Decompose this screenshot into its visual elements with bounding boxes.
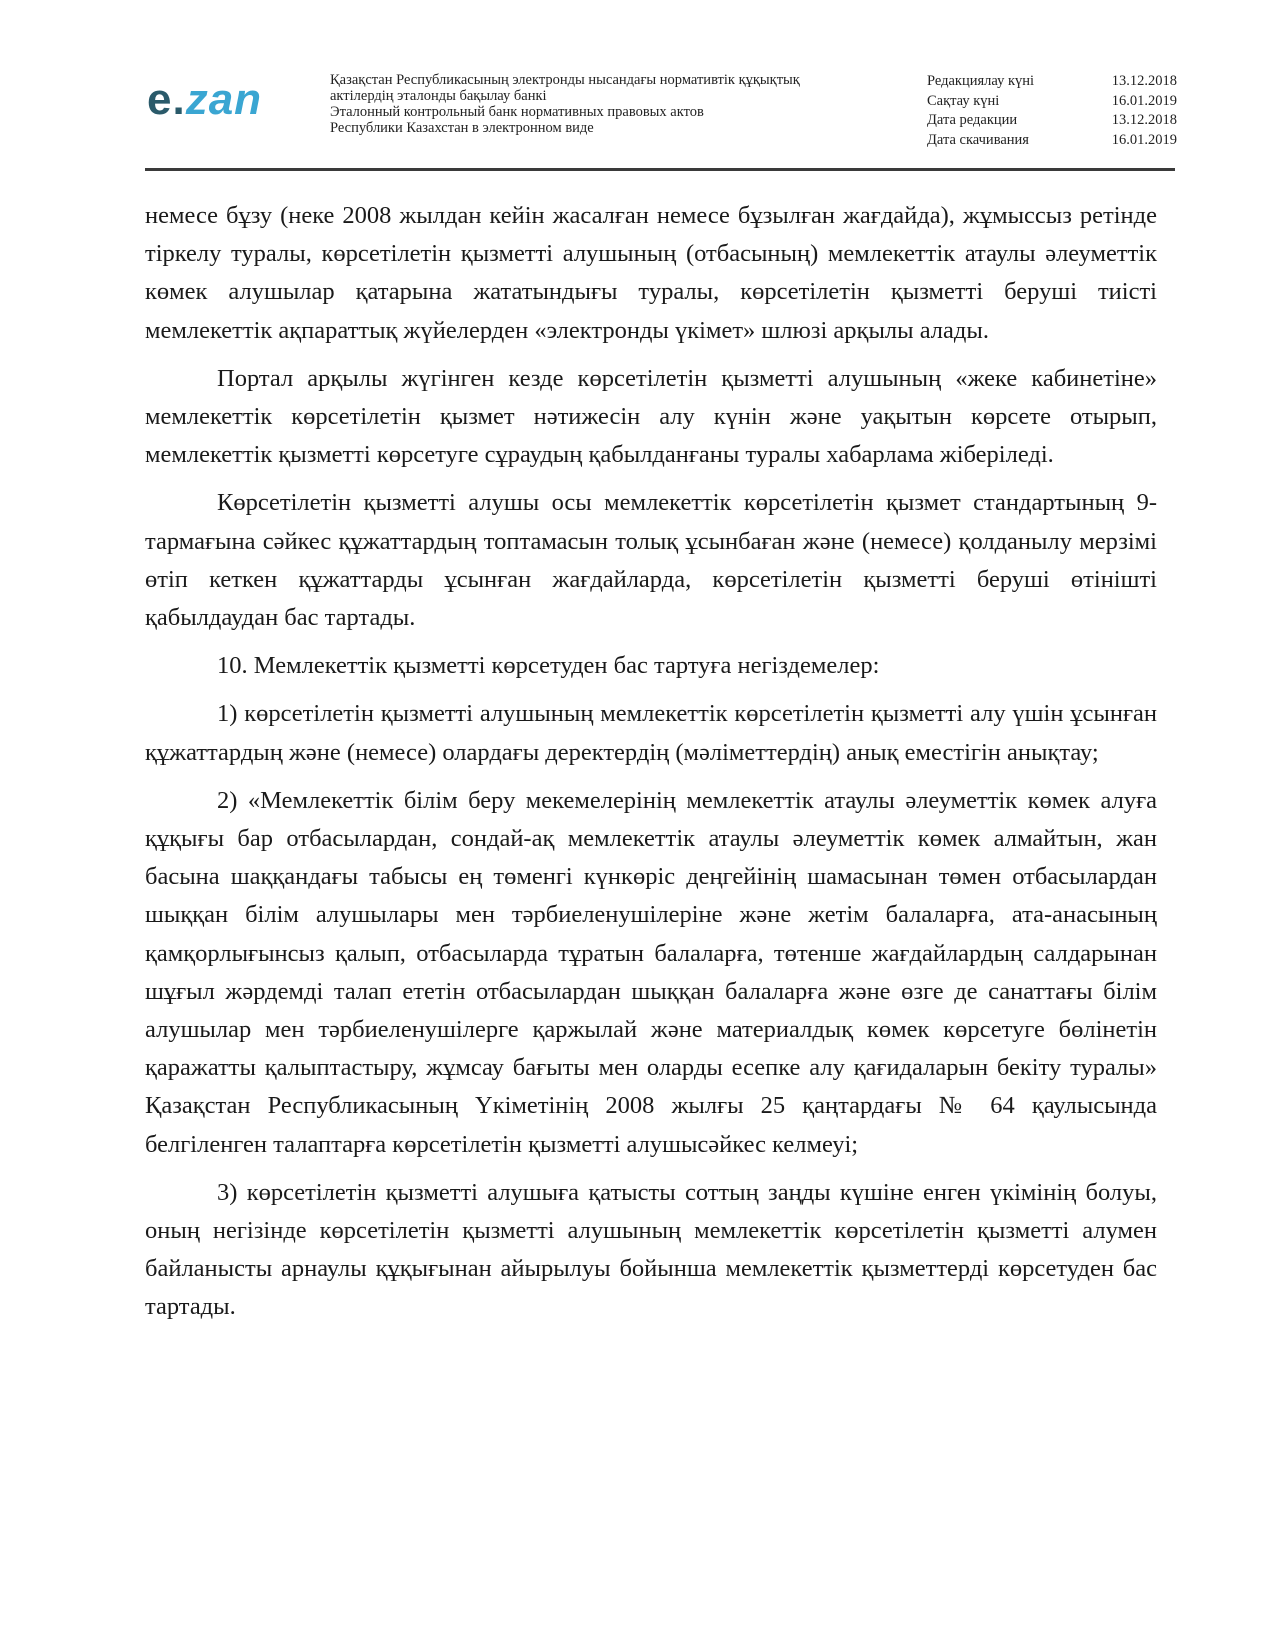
ezan-logo — [147, 75, 263, 124]
header-desc-line: Республики Казахстан в электронном виде — [330, 120, 594, 136]
logo-zan-text: zan — [185, 75, 263, 124]
header-meta — [927, 72, 1177, 150]
meta-row-edit-date-ru — [927, 111, 1177, 131]
meta-value: 16.01.2019 — [1111, 131, 1177, 148]
meta-label: Редакциялау күні — [927, 73, 1035, 89]
paragraph-continuation: немесе бұзу (неке 2008 жылдан кейін жасалған немесе бұзылған жағдайда), жұмыссыз ретінде тіркелу туралы, көрсетілетін қызметті алушының (отбасының) мемлекеттік атаулы әлеуметтік көмек алушылар қатарына жататындығы туралы, көрсетілетін қызметті беруші тиісті мемлекеттік ақпараттық жүйелерден «электронды үкімет» шлюзі арқылы алады. — [145, 202, 1157, 344]
paragraph-subitem-1: 1) көрсетілетін қызметті алушының мемлекеттік көрсетілетін қызметті алу үшін ұсынған құжаттардың және (немесе) олардағы деректердің (мәліметтердің) анық еместігін анықтау; — [145, 700, 1157, 766]
meta-label: Дата скачивания — [927, 131, 1029, 148]
document-body — [145, 197, 1157, 1337]
paragraph-item-10: 10. Мемлекеттік қызметті көрсетуден бас тартуға негіздемелер: — [217, 652, 880, 680]
paragraph-refusal-documents: Көрсетілетін қызметті алушы осы мемлекеттік көрсетілетін қызмет стандартының 9-тармағына сәйкес құжаттардың топтамасын толық ұсынбаған және (немесе) қолданылу мерзімі өтіп кеткен құжаттарды ұсынған жағдайларда, көрсетілетін қызметті беруші өтінішті қабылдаудан бас тартады. — [145, 489, 1157, 632]
meta-row-save-date-kz — [927, 92, 1177, 112]
document-header — [145, 70, 1175, 171]
meta-value: 13.12.2018 — [1111, 112, 1177, 128]
meta-row-edit-date-kz — [927, 72, 1177, 92]
paragraph-portal-notice: Портал арқылы жүгінген кезде көрсетілетін қызметті алушының «жеке кабинетіне» мемлекеттік көрсетілетін қызмет нәтижесін алу күнін және уақытын көрсете отырып, мемлекеттік қызметті көрсетуге сұраудың қабылданғаны туралы хабарлама жіберіледі. — [145, 364, 1157, 469]
meta-value: 13.12.2018 — [1111, 73, 1177, 89]
meta-label: Дата редакции — [927, 112, 1018, 128]
header-desc-line: Қазақстан Республикасының электронды нысандағы нормативтік құқықтық — [330, 72, 800, 88]
paragraph-subitem-3: 3) көрсетілетін қызметті алушыға қатысты соттың заңды күшіне енген үкімінің болуы, оның негізінде көрсетілетін қызметті алушының мемлекеттік көрсетілетін қызметті алумен байланысты арнаулы құқығынан айырылуы бойынша мемлекеттік қызметтерді көрсетуден бас тартады. — [145, 1178, 1157, 1321]
header-desc-line: Эталонный контрольный банк нормативных правовых актов — [330, 104, 704, 120]
header-desc-line: актілердің эталонды бақылау банкі — [330, 88, 547, 104]
logo-e-text: e. — [147, 75, 186, 124]
meta-row-download-date-ru — [927, 131, 1177, 151]
header-description — [330, 72, 870, 136]
paragraph-subitem-2: 2) «Мемлекеттік білім беру мекемелерінің мемлекеттік атаулы әлеуметтік көмек алуға құқығы бар отбасылардан, сондай-ақ мемлекеттік атаулы әлеуметтік көмек алмайтын, жан басына шаққандағы табысы ең төменгі күнкөріс деңгейінің шамасынан төмен отбасылардан шыққан білім алушылары мен тәрбиеленушілеріне және жетім балаларға, ата-анасының қамқорлығынсыз қалып, отбасыларда тұратын балаларға, төтенше жағдайлардың салдарынан шұғыл жәрдемді талап ететін отбасылардан шыққан балаларға және өзге де санаттағы білім алушылар мен тәрбиеленушілерге қаржылай және материалдық көмек көрсетуге бөлінетін қаражатты қалыптастыру, жұмсау бағыты мен оларды есепке алу қағидаларын бекіту туралы» Қазақстан Республикасының Үкіметінің 2008 жылғы 25 қаңтардағы № 64 қаулысында белгіленген талаптарға көрсетілетін қызметті алушысәйкес келмеуі; — [145, 786, 1157, 1158]
meta-label: Сақтау күні — [927, 92, 1000, 109]
meta-value: 16.01.2019 — [1111, 92, 1177, 109]
